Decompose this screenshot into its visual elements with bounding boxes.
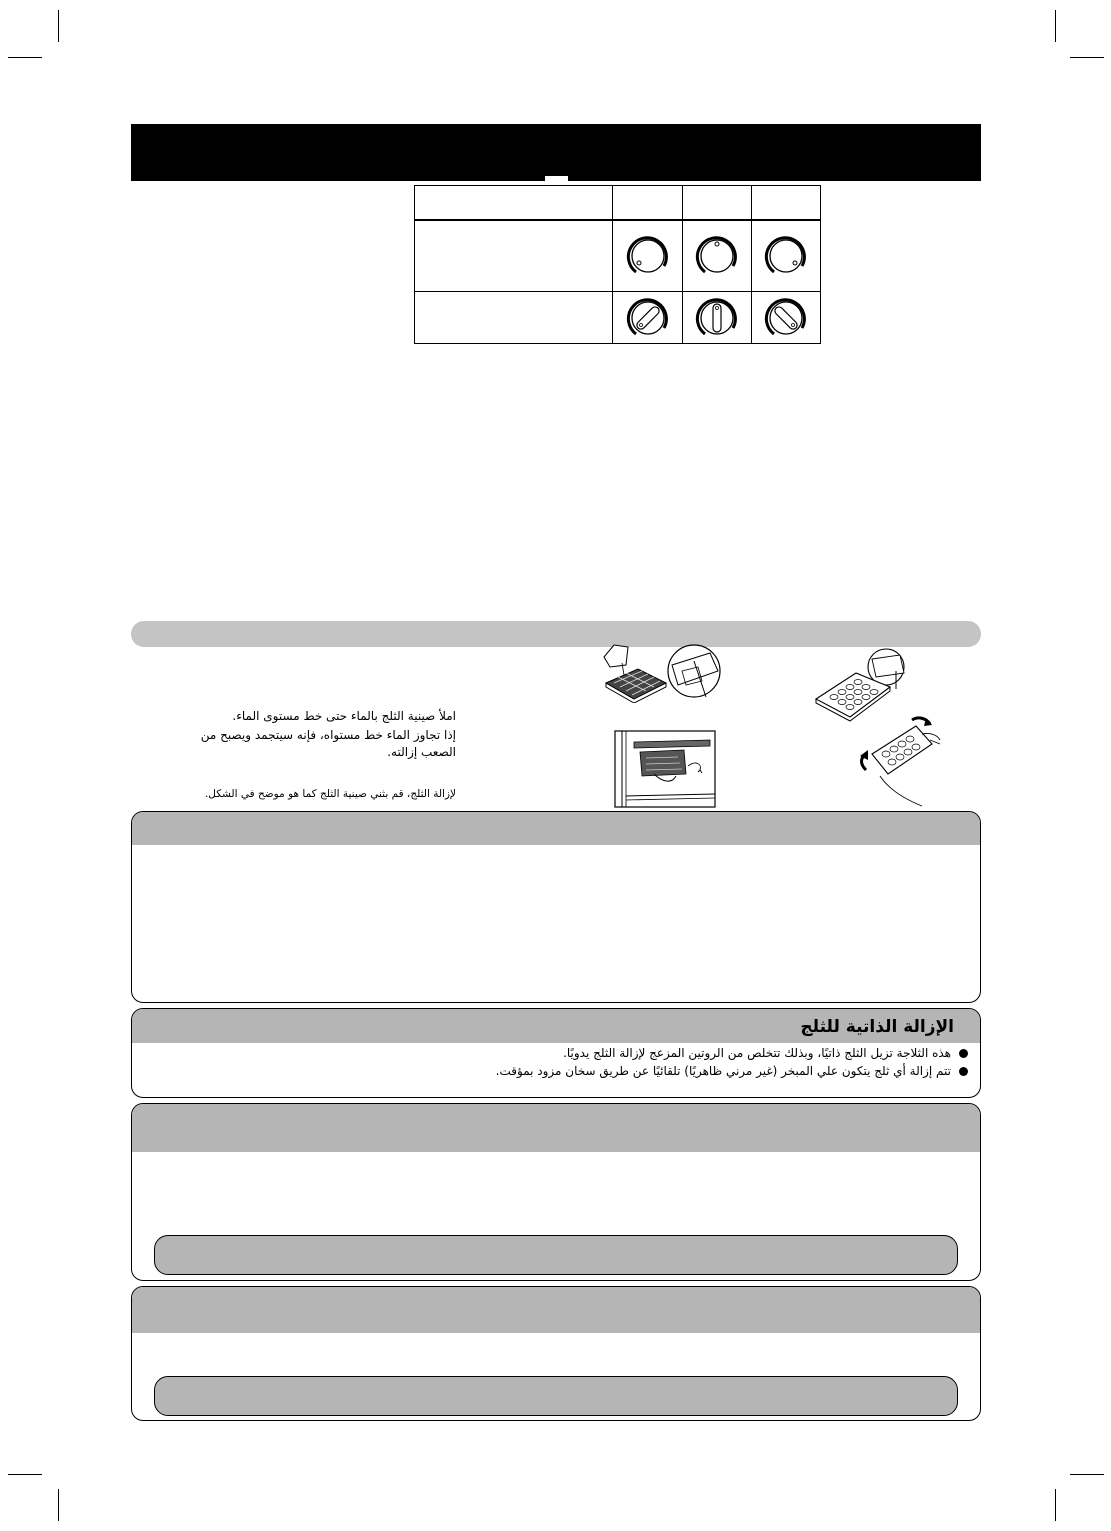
list-item [563,1045,968,1061]
crop-mark [58,10,59,42]
header-bar-left [131,124,545,181]
header-notch [545,176,568,181]
info-panel-4 [131,1286,981,1421]
list-item-text: تتم إزالة أي ثلج يتكون علي المبخر (غير مرني ظاهريًا) تلقائيًا عن طريق سخان مزود بمؤقت. [495,1064,951,1078]
table-rule [612,186,613,343]
table-rule [682,186,683,343]
crop-mark [1055,1489,1056,1521]
bullet-icon [959,1067,968,1076]
crop-mark [1055,10,1056,42]
panel-header [132,812,980,845]
crop-mark [1070,1474,1104,1475]
ice-tray-line-4: لإزالة الثلج، قم بثني صينية الثلج كما هو موضح في الشكل. [204,788,456,800]
self-defrost-panel [131,1008,981,1098]
note-bar [154,1376,958,1416]
table-rule [751,186,752,343]
crop-mark [8,1474,42,1475]
header-bar-right [545,124,981,181]
self-defrost-title: الإزالة الذاتية للثلج [800,1017,954,1037]
slot-knob-min-icon [626,296,670,340]
crop-mark [1070,57,1104,58]
round-knob-min-icon [626,234,670,278]
crop-mark [58,1489,59,1521]
ice-tray-section-bar [131,621,981,647]
panel-header [132,1104,980,1152]
round-knob-max-icon [764,234,808,278]
ice-tray-water-level-illustration [812,647,908,723]
slot-knob-mid-icon [695,296,739,340]
table-rule [415,219,820,221]
temperature-control-table [414,185,821,344]
list-item-text: هذه الثلاجة تزيل الثلج ذاتيًا، وبذلك تتخلص من الروتين المزعج لإزالة الثلج يدويًا. [563,1046,951,1060]
list-item [496,1063,968,1079]
twist-ice-tray-illustration [842,714,942,808]
info-panel-1 [131,811,981,1003]
bullet-icon [959,1049,968,1058]
round-knob-mid-icon [695,234,739,278]
ice-tray-line-2: إذا تجاوز الماء خط مستواه، فإنه سيتجمد ويصبح من [200,728,456,742]
info-panel-3 [131,1103,981,1281]
crop-mark [8,57,42,58]
ice-tray-line-1: املأ صينية الثلج بالماء حتى خط مستوى الماء. [232,709,456,723]
ice-tray-line-3: الصعب إزالته. [387,745,456,759]
fill-ice-tray-illustration [598,641,726,703]
ice-tray-in-freezer-illustration [614,730,716,808]
panel-header [132,1287,980,1333]
note-bar [154,1235,958,1275]
slot-knob-max-icon [764,296,808,340]
table-rule [415,291,820,292]
